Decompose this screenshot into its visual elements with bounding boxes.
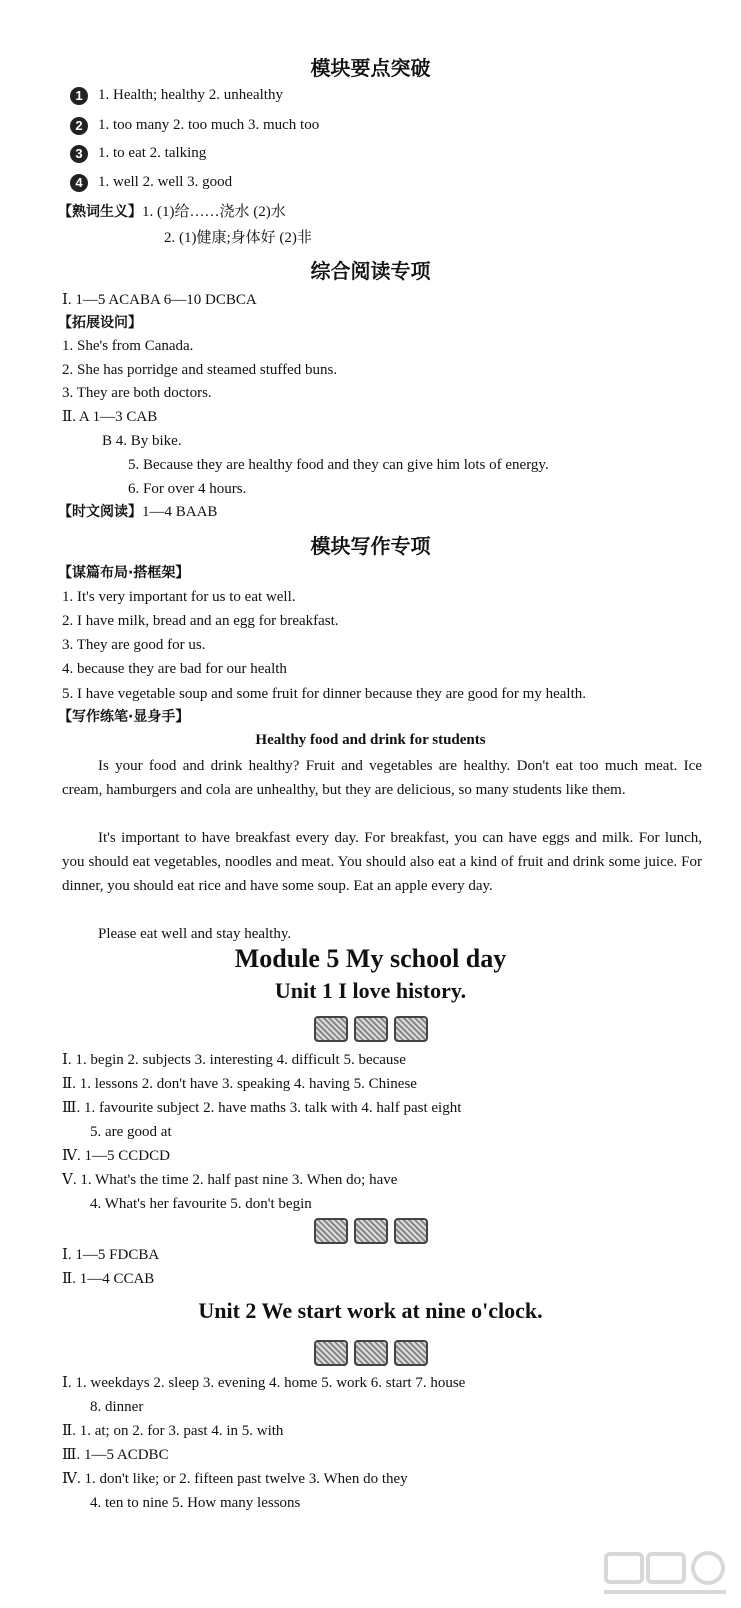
watermark-logo	[600, 1548, 730, 1603]
list-item: 3 1. to eat 2. talking	[70, 143, 206, 163]
answer-line: Ⅱ. 1. at; on 2. for 3. past 4. in 5. with	[62, 1423, 284, 1439]
essay-paragraph-3: Please eat well and stay healthy.	[98, 926, 292, 942]
answer-line: Ⅰ. 1—5 FDCBA	[62, 1247, 160, 1263]
list-item: 2. She has porridge and steamed stuffed buns.	[62, 362, 338, 378]
list-item: 2 1. too many 2. too much 3. much too	[70, 115, 319, 135]
unit2-title: Unit 2 We start work at nine o'clock.	[198, 1298, 543, 1323]
badge-icon	[314, 1340, 348, 1366]
badge-icon	[354, 1016, 388, 1042]
answer-line: Ⅰ. 1. begin 2. subjects 3. interesting 4. difficult 5. because	[62, 1052, 406, 1068]
list-item: 5. I have vegetable soup and some fruit for dinner because they are good for my health.	[62, 686, 586, 702]
section-title-reading: 综合阅读专项	[310, 259, 431, 283]
badge-icon	[354, 1340, 388, 1366]
badge-icon	[354, 1218, 388, 1244]
essay-title: Healthy food and drink for students	[255, 732, 486, 748]
answer-line: 6. For over 4 hours.	[128, 481, 247, 497]
answer-line: Ⅱ. A 1—3 CAB	[62, 409, 158, 425]
answer-line: Ⅴ. 1. What's the time 2. half past nine 3. When do; have	[62, 1172, 398, 1188]
list-item: 3. They are both doctors.	[62, 385, 212, 401]
list-item: 4. because they are bad for our health	[62, 661, 287, 677]
vocab-label: 【熟词生义】	[58, 204, 142, 220]
list-item: 1 1. Health; healthy 2. unhealthy	[70, 85, 283, 105]
essay-paragraph-2: It's important to have breakfast every day. For breakfast, you can have eggs and milk. For lunch, you should eat vegetables, noodles and meat. You should also eat a kind of fruit and drink some juice. For dinner, you should eat rice and have some soup. Eat an apple every day.	[62, 830, 702, 894]
section-badges	[0, 1218, 741, 1244]
news-label: 【时文阅读】	[58, 504, 142, 520]
unit1-title: Unit 1 I love history.	[274, 978, 467, 1003]
answer-line: Ⅰ. 1—5 ACABA 6—10 DCBCA	[62, 292, 257, 308]
list-item: 1. It's very important for us to eat well.	[62, 589, 296, 605]
circled-number: 4	[70, 174, 88, 192]
badge-icon	[314, 1218, 348, 1244]
news-line: 【时文阅读】1—4 BAAB	[58, 504, 218, 520]
answer-line: Ⅰ. 1. weekdays 2. sleep 3. evening 4. home 5. work 6. start 7. house	[62, 1375, 466, 1391]
list-item: 4 1. well 2. well 3. good	[70, 172, 232, 192]
answer-line: B 4. By bike.	[102, 433, 182, 449]
vocab-line-2: 2. (1)健康;身体好 (2)非	[164, 230, 312, 246]
list-item: 1. She's from Canada.	[62, 338, 194, 354]
section-badges	[0, 1016, 741, 1042]
answer-line: 4. What's her favourite 5. don't begin	[90, 1196, 312, 1212]
list-item: 3. They are good for us.	[62, 637, 206, 653]
answer-line: 5. Because they are healthy food and they can give him lots of energy.	[128, 457, 549, 473]
essay-paragraph-1: Is your food and drink healthy? Fruit and vegetables are healthy. Don't eat too much meat. Ice cream, hamburgers and cola are unhealthy, but they are delicious, so many students like them.	[62, 758, 702, 798]
write-label: 【写作练笔·显身手】	[58, 709, 190, 725]
answer-line: Ⅲ. 1. favourite subject 2. have maths 3. talk with 4. half past eight	[62, 1100, 462, 1116]
answer-line: Ⅳ. 1. don't like; or 2. fifteen past twelve 3. When do they	[62, 1471, 408, 1487]
list-item: 2. I have milk, bread and an egg for breakfast.	[62, 613, 339, 629]
answer-line: Ⅱ. 1. lessons 2. don't have 3. speaking 4. having 5. Chinese	[62, 1076, 417, 1092]
badge-icon	[394, 1016, 428, 1042]
badge-icon	[394, 1340, 428, 1366]
answer-line: 5. are good at	[90, 1124, 172, 1140]
circled-number: 3	[70, 145, 88, 163]
module-title: Module 5 My school day	[234, 944, 507, 973]
section-title-key-points: 模块要点突破	[310, 56, 431, 80]
answer-line: Ⅳ. 1—5 CCDCD	[62, 1148, 170, 1164]
section-badges	[0, 1340, 741, 1366]
answer-line: Ⅲ. 1—5 ACDBC	[62, 1447, 169, 1463]
answer-line: Ⅱ. 1—4 CCAB	[62, 1271, 155, 1287]
extension-label: 【拓展设问】	[58, 315, 142, 331]
vocab-line-1: 【熟词生义】1. (1)给……浇水 (2)水	[58, 204, 286, 220]
plan-label: 【谋篇布局·搭框架】	[58, 565, 190, 581]
section-title-writing: 模块写作专项	[310, 534, 431, 558]
badge-icon	[394, 1218, 428, 1244]
circled-number: 1	[70, 87, 88, 105]
answer-line: 8. dinner	[90, 1399, 144, 1415]
badge-icon	[314, 1016, 348, 1042]
circled-number: 2	[70, 117, 88, 135]
answer-line: 4. ten to nine 5. How many lessons	[90, 1495, 301, 1511]
